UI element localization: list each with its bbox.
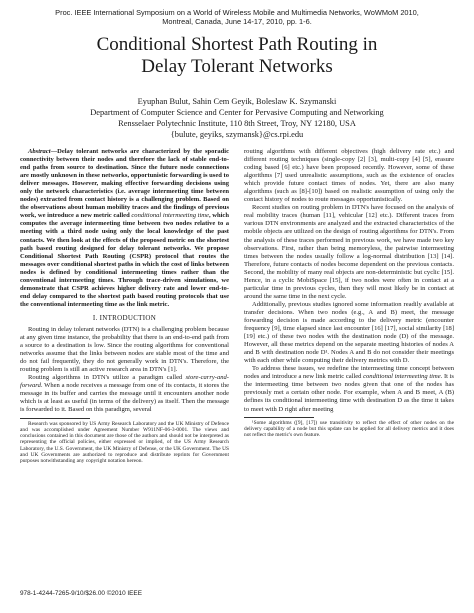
paper-title-line-1: Conditional Shortest Path Routing in [96,34,378,55]
intro-paragraph-2-b: . When a node receives a message from one of its contacts, it stores the message in its buffer and carries the message until it encounters another node which is at least as useful (in terms of the delivery) as itself. Then the message is forwarded to it. Based on this paradigm, several [20,382,229,414]
abstract-label: Abstract [28,148,51,155]
venue-line-1: Proc. IEEE International Symposium on a World of Wireless Mobile and Multimedia Networks, WoWMoM 2010, [55,8,419,17]
intro-term-store-carry-forward: store-carry-and-forward [20,374,229,390]
intro-paragraph-1: Routing in delay tolerant networks (DTN) is a challenging problem because at any given time instance, the probability that there is an end-to-end path from a source to a destination is low. Since the routing algorithms for conventional networks assume that the links between nodes are stable most of the time and do not fail frequently, they do not generally work in DTN's. Therefore, the routing problem is still an active research area in DTN's [1]. [20,325,229,374]
affiliation-line-2: Rensselaer Polytechnic Institute, 110 8th Street, Troy, NY 12180, USA [118,119,356,128]
right-paragraph-3: Additionally, previous studies ignored some information readily available at transfer decisions. When two nodes (e.g., A and B) meet, the message forwarding decision is made according to the delivery metric (encounter frequency [9], time elapsed since last encounter [16] [17], social similarity [18] [19] etc.) of these two nodes with the destination node (D) of the message. However, all these metrics depend on the separate meeting histories of nodes A and B with destination node D¹. Nodes A and B do not consider their meetings with each other while computing their delivery metrics with D. [244,300,454,365]
intro-paragraph-2 [20,374,229,414]
right-paragraph-4-a: To address these issues, we redefine the intermeeting time concept between nodes and introduce a new link metric called [244,365,454,381]
right-paragraph-2: Recent studies on routing problem in DTN's have focused on the analysis of real mobility traces (human [11], vehicular [12] etc.). Different traces from various DTN environments are analyzed and the extracted characteristics of the mobile objects are utilized on the design of routing algorithms for DTN's. From the analysis of these traces performed in previous work, we have made two key observations. First, rather than being memoryless, the pairwise intermeeting times between the nodes usually follow a log-normal distribution [13] [14]. Therefore, future contacts of nodes become dependent on the previous contacts. Second, the mobility of many real objects are non-deterministic but cyclic [15]. Hence, in a cyclic MobiSpace [15], if two nodes were often in contact at a particular time in previous cycles, then they will most likely be in contact at around the same time in the next cycle. [244,204,454,300]
left-column [20,148,229,465]
funding-footnote: Research was sponsored by US Army Research Laboratory and the UK Ministry of Defence and was accomplished under Agreement Number W911NF-06-3-0001. The views and conclusions contained in this document are those of the authors and should not be interpreted as representing the official policies, either expressed or implied, of the US Army Research Laboratory, the U.S. Government, the UK Ministry of Defense, or the UK Government. The US and UK Governments are authorized to reproduce and distribute reprints for Government purposes notwithstanding any copyright notation hereon. [20,420,229,465]
intro-paragraph-2-a: Routing algorithms in DTN's utilize a paradigm called [28,374,186,382]
right-paragraph-4-b: . It is the intermeeting time between two nodes given that one of the nodes has previously met a certain other node. For example, when A and B meet, A (B) defines its conditional intermeeting time with destination D as the time it takes to meet with D right after meeting [244,373,454,413]
venue-line-2: Montreal, Canada, June 14-17, 2010, pp. 1-6. [162,17,312,26]
footnote-rule [20,418,90,419]
right-paragraph-1: routing algorithms with different objectives (high delivery rate etc.) and different routing techniques (single-copy [2] [3], multi-copy [4] [5], erasure coding based [6] etc.) have been proposed recently. However, some of these algorithms [7] used unrealistic assumptions, such as the existence of oracles which provide future contact times of nodes. Yet, there are also many algorithms (such as [8]-[10]) based on realistic assumption of using only the contact history of nodes to route messages opportunistically. [244,148,454,204]
affiliation-line-1: Department of Computer Science and Center for Pervasive Computing and Networking [90,108,384,117]
author-emails: {bulute, geyiks, szymansk}@cs.rpi.edu [170,130,304,139]
paper-title-line-2: Delay Tolerant Networks [141,56,333,77]
right-footnote-rule [244,417,314,418]
right-term-conditional-intermeeting: conditional intermeeting time [363,373,441,381]
abstract-term: conditional intermeeting time [131,212,209,220]
right-paragraph-4 [244,365,454,413]
abstract-text-2: , which computes the average intermeeting time between two nodes relative to a meeting with a third node using only the local knowledge of the past contacts. We then look at the effects of the proposed metric on the shortest path based routing designed for delay tolerant networks. We propose Conditional Shortest Path Routing (CSPR) protocol that routes the messages over conditional shortest paths in which the cost of links between nodes is defined by conditional intermeeting times rather than the conventional intermeeting times. Through trace-driven simulations, we demonstrate that CSPR achieves higher delivery rate and lower end-to-end delay compared to the shortest path based routing protocols that use the conventional intermeeting time as the link metric. [20,212,229,308]
abstract [20,148,229,309]
section-heading-introduction: I. INTRODUCTION [92,313,157,322]
abstract-text-1: —Delay tolerant networks are characterized by the sporadic connectivity between their nodes and therefore the lack of stable end-to-end paths from source to destination. Since the future node connections are mostly unknown in these networks, opportunistic forwarding is used to deliver messages. However, making effective forwarding decisions using only the network characteristics (i.e. average intermeeting time between nodes) extracted from contact history is a challenging problem. Based on the observations about human mobility traces and the findings of previous work, we introduce a new metric called [20,148,229,220]
right-footnote: ¹Some algorithms ([9], [17]) use transitivity to reflect the effect of other nodes on the delivery capability of a node but this update can be applied for all delivery metrics and it does not reflect the metric's own feature. [244,419,454,439]
copyright-notice: 978-1-4244-7265-9/10/$26.00 ©2010 IEEE [20,590,142,597]
author-list: Eyuphan Bulut, Sahin Cem Geyik, Boleslaw K. Szymanski [137,97,337,106]
right-column [244,148,454,438]
